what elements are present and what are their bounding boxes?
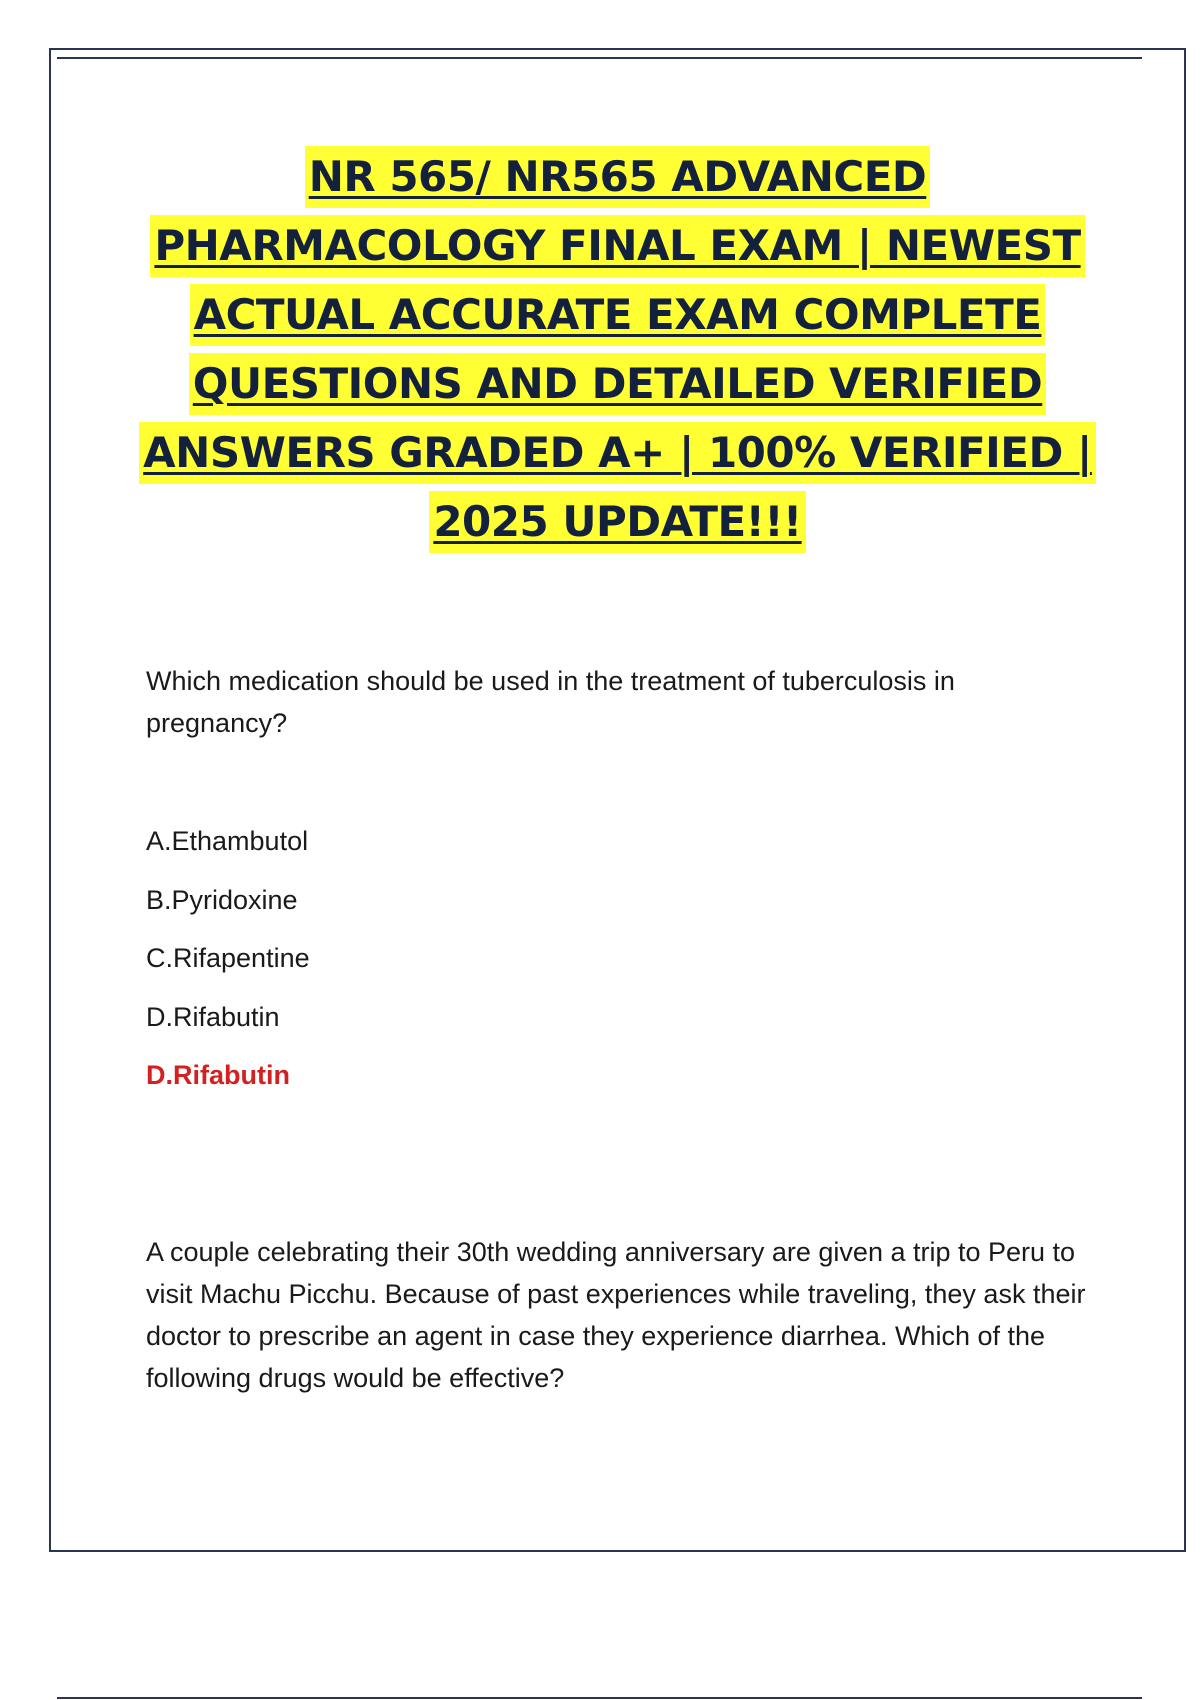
question-1-options	[146, 821, 310, 1055]
question-1-answer: D.Rifabutin	[146, 1060, 290, 1090]
title-line-1: NR 565/ NR565 ADVANCED	[305, 146, 931, 208]
option-b: B.Pyridoxine	[146, 884, 298, 915]
option-c: C.Rifapentine	[146, 943, 310, 973]
document-title	[60, 146, 1175, 560]
option-d: D.Rifabutin	[146, 1001, 280, 1032]
bottom-divider	[57, 1697, 1142, 1699]
title-line-3: ACTUAL ACCURATE EXAM COMPLETE	[190, 284, 1046, 346]
question-1-text: Which medication should be used in the treatment of tuberculosis in pregnancy?	[146, 666, 955, 738]
title-line-6: 2025 UPDATE!!!	[429, 491, 805, 553]
title-line-5: ANSWERS GRADED A+ | 100% VERIFIED |	[139, 422, 1096, 484]
top-divider	[57, 57, 1142, 59]
title-line-2: PHARMACOLOGY FINAL EXAM | NEWEST	[150, 215, 1084, 277]
title-line-4: QUESTIONS AND DETAILED VERIFIED	[189, 353, 1046, 415]
question-2-text: A couple celebrating their 30th wedding anniversary are given a trip to Peru to visit Machu Picchu. Because of past experiences while traveling, they ask their doctor to prescribe an agent in case they experience diarrhea. Which of the following drugs would be effective?	[146, 1237, 1086, 1393]
option-a: A.Ethambutol	[146, 826, 309, 856]
